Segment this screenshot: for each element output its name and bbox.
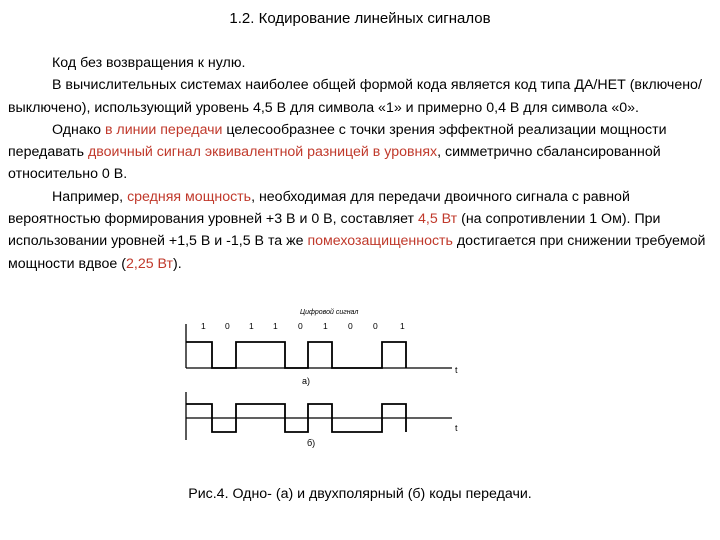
bit-label: 0	[373, 321, 378, 331]
p3-text-e: , симметрично сбалансированной относительно 0 В.	[8, 144, 661, 183]
signal-label: Цифровой сигнал	[300, 309, 359, 316]
p4-text-c: , необходимая для передачи двоичного сигнала с равной вероятностью формирования уровней +3 В и 0 В, составляет	[8, 188, 630, 228]
p4-highlight-value2: 2,25 Вт	[125, 255, 174, 272]
axis-label-b: t	[455, 423, 458, 433]
p4-highlight-power: средняя мощность	[127, 188, 252, 205]
bit-labels	[201, 321, 405, 331]
p3-highlight-line: в линии передачи	[104, 121, 223, 138]
p4-text-g: достигается при снижении требуемой мощности вдвое (	[8, 233, 706, 272]
paragraph-4	[8, 186, 714, 275]
line-code-figure	[170, 300, 470, 465]
p4-text-e: (на сопротивлении 1 Ом). При использовании уровней +1,5 В и -1,5 В та же	[8, 211, 661, 250]
paragraph-3	[8, 119, 714, 186]
p4-highlight-value1: 4,5 Вт	[418, 211, 458, 228]
bit-label: 1	[201, 321, 206, 331]
bit-label: 0	[298, 321, 303, 331]
bit-label: 1	[273, 321, 278, 331]
p4-text-i: ).	[173, 255, 182, 272]
axis-label-a: t	[455, 365, 458, 375]
bit-label: 1	[323, 321, 328, 331]
figure-caption: Рис.4. Одно- (а) и двухполярный (б) коды передачи.	[188, 486, 532, 502]
p3-text-c: целесообразнее с точки зрения эффектной реализации мощности передавать	[8, 121, 667, 161]
body-text	[8, 52, 714, 275]
p3-text-a: Однако	[52, 121, 105, 138]
p4-text-a: Например,	[52, 188, 128, 205]
bit-label: 1	[400, 321, 405, 331]
p3-highlight-signal: двоичный сигнал эквивалентной разницей в уровнях	[88, 144, 438, 161]
unipolar-waveform	[186, 342, 406, 368]
paragraph-2	[8, 74, 714, 119]
p4-highlight-noise: помехозащищенность	[307, 233, 453, 250]
bit-label: 0	[225, 321, 230, 331]
bit-label: 0	[348, 321, 353, 331]
label-a: а)	[302, 376, 311, 386]
p2-text: В вычислительных системах наиболее общей формой кода является код типа ДА/НЕТ (включено/выключено), использующий уровень 4,5 В для символа «1» и примерно 0,4 В для символа «0».	[8, 77, 702, 116]
label-b: б)	[307, 438, 316, 448]
paragraph-1: Код без возвращения к нулю.	[52, 55, 246, 71]
bit-label: 1	[249, 321, 254, 331]
page-title: 1.2. Кодирование линейных сигналов	[229, 10, 491, 27]
